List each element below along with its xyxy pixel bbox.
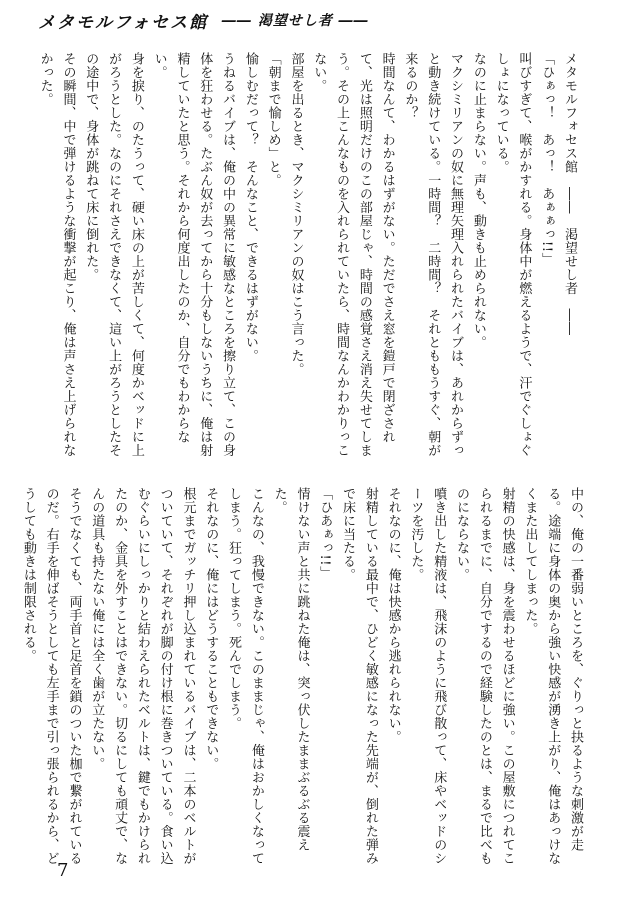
paragraph: なのに止まらない。声も、動きも止められない。	[470, 52, 486, 349]
text-column-top	[37, 52, 580, 470]
paragraph: 噴き出した精液は、飛沫のように飛び散って、床やベッドのシーツを汚した。	[408, 487, 447, 865]
paragraph: 部屋を出るとき、マクシミリアンの奴はこう言った。	[288, 52, 304, 376]
header-subtitle: ―― 渇望せし者 ――	[222, 13, 369, 29]
paragraph: 「ひあぁっ!!」	[317, 487, 333, 580]
text-column-bottom	[20, 487, 586, 875]
paragraph: マクシミリアンの奴に無理矢理入れられたバイブは、あれからずっと動き続けている。一時間？ 二時間？ それとももうすぐ、朝が来るのか？	[402, 52, 464, 457]
paragraph: それなのに、俺は快感から逃れられない。	[385, 487, 401, 744]
paragraph: こんなの、我慢できない。このままじゃ、俺はおかしくなってしまう。狂ってしまう。死んでしまう。	[226, 487, 264, 865]
paragraph: 身を捩り、のたうって、硬い床の上が苦しくて、何度かベッドに上がろうとした。なのにそれさえできなくて、這い上がろうとしたその途中で、身体が跳ねて床に倒れた。	[83, 52, 144, 457]
paragraph: 根元までガッチリ押し込まれているバイブは、二本のベルトがついていて、それぞれが脚の付け根に巻きついている。食い込むぐらいにしっかりと結わえられたベルトは、鍵でもかけられたのか、金具を外すことはできない。切るにしても頑丈で、なんの道具も持たない俺には全く歯が立たない。	[89, 487, 196, 865]
paragraph: 射精の快感は、身を震わせるほどに強い。この屋敷につれてこられるまでに、自分でするので経験したのとは、まるで比べものにならない。	[454, 487, 515, 865]
chapter-title: メタモルフォセス館 ―― 渇望せし者 ――	[562, 52, 577, 336]
paragraph: 「ひぁっ！ あっ！ あぁぁっ!!」	[539, 52, 555, 266]
header-title: メタモルフォセス館	[38, 13, 209, 33]
paragraph: 愉しむだって？ そんなこと、できるはずがない。	[242, 52, 258, 363]
paragraph: 「朝まで愉しめ」と。	[265, 52, 281, 187]
paragraph: その瞬間、中で弾けるような衝撃が起こり、俺は声さえ上げられなかった。	[37, 52, 76, 457]
paragraph: 射精している最中で、ひどく敏感になった先端が、倒れた弾みで床に当たる。	[340, 487, 378, 865]
paragraph: そうでなくても、両手首と足首を鎖のついた枷で繋がれているのだ。右手を伸ばそうとしても左手まで引っ張られるから、どうしても動きは制限される。	[20, 487, 82, 865]
paragraph: 時間なんて、わかるはずがない。ただでさえ窓を鎧戸で閉ざされて、光は照明だけのこの部屋じゃ、時間の感覚さえ消え失せてしまう。その上こんなものを入れられていたら、時間なんかわかりっこない。	[311, 52, 395, 457]
paragraph: うねるバイブは、俺の中の異常に敏感なところを擦り立て、この身体を狂わせる。たぶん奴が去ってから十分もしないうちに、俺は射精していたと思う。それから何度出したのか、自分でもわからない。	[151, 52, 236, 457]
paragraph: 情けない声と共に跳ねた俺は、突っ伏したままぶるぶる震えた。	[271, 487, 310, 852]
paragraph: 中の、俺の一番弱いところを、ぐりっと抉るような刺激が走る。途端に身体の奥から強い快感が湧き上がり、俺はあっけなくまた出してしまった。	[522, 487, 583, 865]
paragraph: 叫びすぎて、喉がかすれる。身体中が燃えるようで、汗でぐしょぐしょになっている。	[493, 52, 532, 457]
paragraph: それなのに、俺にはどうすることもできない。	[203, 487, 219, 771]
page-number: 7	[57, 860, 69, 881]
